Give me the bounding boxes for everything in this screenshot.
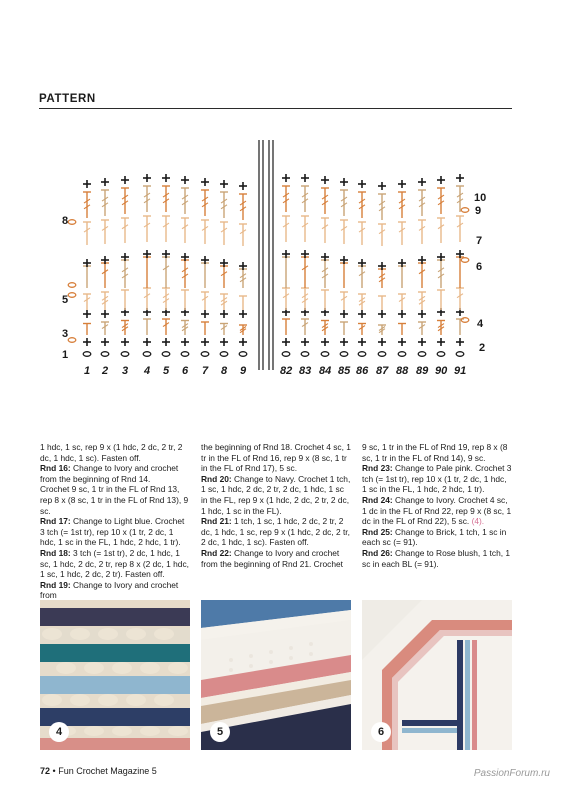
column-number: 84 xyxy=(319,365,332,377)
round-label: Rnd 20: xyxy=(201,473,232,484)
instruction-paragraph xyxy=(40,484,190,516)
column-number: 87 xyxy=(376,365,389,377)
chain-stitch xyxy=(461,318,469,323)
instruction-paragraph xyxy=(362,495,512,527)
round-text: Change to Ivory and crochet from the beginning of Rnd 21. Crochet xyxy=(201,547,343,569)
photo-6-badge: 6 xyxy=(371,722,391,742)
chain-stitch xyxy=(461,208,469,213)
row-number: 8 xyxy=(62,215,69,227)
chain-stitch xyxy=(301,352,309,357)
section-title: PATTERN xyxy=(39,93,96,105)
round-label: Rnd 21: xyxy=(201,516,232,527)
page-number: 72 xyxy=(40,766,51,776)
chain-stitch xyxy=(83,352,91,357)
column-number: 5 xyxy=(163,365,170,377)
chain-stitch xyxy=(181,352,189,357)
photo-5-badge: 5 xyxy=(210,722,230,742)
instruction-paragraph xyxy=(362,527,512,548)
column-number: 6 xyxy=(182,365,189,377)
round-text: 9 sc, 1 tr in the FL of Rnd 19, rep 8 x (8 sc, 1 tr in the FL of Rnd 14), 9 sc. xyxy=(362,442,508,463)
chain-stitch xyxy=(101,352,109,357)
round-label: Rnd 22: xyxy=(201,547,232,558)
column-number: 2 xyxy=(102,365,109,377)
column-number: 9 xyxy=(240,365,247,377)
chain-stitch xyxy=(456,352,464,357)
chain-stitch xyxy=(162,352,170,357)
instruction-paragraph xyxy=(362,548,512,569)
chain-stitch xyxy=(358,352,366,357)
photo-4 xyxy=(40,600,190,750)
magazine-title: Fun Crochet Magazine 5 xyxy=(58,766,157,776)
instruction-paragraph xyxy=(40,580,190,601)
chain-stitch xyxy=(398,352,406,357)
chain-stitch xyxy=(121,352,129,357)
round-label: Rnd 23: xyxy=(362,463,393,474)
round-label: Rnd 19: xyxy=(40,579,71,590)
chain-stitch xyxy=(418,352,426,357)
instruction-paragraph xyxy=(201,516,351,548)
round-label: Rnd 25: xyxy=(362,526,393,537)
instruction-paragraph xyxy=(40,442,190,463)
instruction-paragraph xyxy=(201,442,351,474)
round-text: 1 tch, 1 sc, 1 hdc, 2 dc, 2 tr, 2 dc, 1 hdc, 1 sc, rep 9 x (1 hdc, 2 dc, 2 tr, 2 dc, 1 hdc, 1 sc). Fasten off. xyxy=(201,516,350,548)
footer-bullet: • xyxy=(52,766,56,776)
round-label: Rnd 17: xyxy=(40,516,71,527)
instruction-paragraph xyxy=(362,442,512,463)
instruction-paragraph xyxy=(362,463,512,495)
row-number: 10 xyxy=(474,192,487,204)
column-number: 4 xyxy=(144,365,151,377)
chain-stitch xyxy=(340,352,348,357)
instruction-paragraph xyxy=(201,474,351,516)
round-text: Change to Brick, 1 tch, 1 sc in each sc (= 91). xyxy=(362,526,507,548)
column-number: 85 xyxy=(338,365,351,377)
column-number: 89 xyxy=(416,365,429,377)
instruction-paragraph xyxy=(40,463,190,484)
column-number: 7 xyxy=(202,365,209,377)
row-number: 1 xyxy=(62,349,69,361)
round-label: Rnd 26: xyxy=(362,547,393,558)
chain-stitch xyxy=(239,352,247,357)
chain-stitch xyxy=(461,258,469,263)
round-label: Rnd 18: xyxy=(40,547,71,558)
row-number: 6 xyxy=(476,261,483,273)
round-text: Change to Ivory and crochet from xyxy=(40,579,179,601)
instruction-paragraph xyxy=(201,548,351,569)
row-number: 5 xyxy=(62,294,69,306)
photo-4-badge: 4 xyxy=(49,722,69,742)
chain-stitch xyxy=(143,352,151,357)
photo-5 xyxy=(201,600,351,750)
round-label: Rnd 24: xyxy=(362,494,393,505)
photo-6 xyxy=(362,600,512,750)
column-number: 86 xyxy=(356,365,369,377)
row-number: 9 xyxy=(475,205,482,217)
chain-stitch xyxy=(220,352,228,357)
chain-stitch xyxy=(68,338,76,343)
chain-stitch xyxy=(68,220,76,225)
column-number: 8 xyxy=(221,365,228,377)
column-number: 91 xyxy=(454,365,467,377)
chain-stitch xyxy=(68,293,76,298)
column-number: 82 xyxy=(280,365,293,377)
text-column-2 xyxy=(201,442,351,569)
crochet-chart xyxy=(0,130,566,380)
instruction-paragraph xyxy=(40,516,190,548)
page-footer xyxy=(40,766,157,776)
column-number: 1 xyxy=(84,365,91,377)
section-rule xyxy=(39,108,512,109)
round-text: Change to Ivory and crochet from the beginning of Rnd 14. xyxy=(40,463,179,484)
round-text: 1 hdc, 1 sc, rep 9 x (1 hdc, 2 dc, 2 tr, 2 dc, 1 hdc, 1 sc). Fasten off. xyxy=(40,442,183,463)
chain-stitch xyxy=(201,352,209,357)
round-text: the beginning of Rnd 18. Crochet 4 sc, 1 tr in the FL of Rnd 16, rep 9 x (8 sc, 1 tr in the FL of Rnd 17), 5 sc. xyxy=(201,442,351,474)
chain-stitch xyxy=(437,352,445,357)
round-text: Change to Navy. Crochet 1 tch, 1 sc, 1 hdc, 2 dc, 2 tr, 2 dc, 1 hdc, 1 sc in the FL, rep 9 x (1 hdc, 2 dc, 2 tr, 2 dc, 1 hdc, 1 sc in the FL). xyxy=(201,473,351,516)
chain-stitch xyxy=(378,352,386,357)
row-number: 3 xyxy=(62,328,69,340)
round-label: Rnd 16: xyxy=(40,463,71,474)
instruction-paragraph xyxy=(40,548,190,580)
text-column-3 xyxy=(362,442,512,569)
column-number: 3 xyxy=(122,365,129,377)
round-text: Crochet 9 sc, 1 tr in the FL of Rnd 13, rep 8 x (8 sc, 1 tr in the FL of Rnd 13), 9 sc. xyxy=(40,484,189,516)
column-number: 83 xyxy=(299,365,312,377)
row-number: 2 xyxy=(479,342,486,354)
row-number: 4 xyxy=(477,318,484,330)
text-column-1 xyxy=(40,442,190,601)
column-number: 90 xyxy=(435,365,448,377)
column-number: 88 xyxy=(396,365,409,377)
row-number: 7 xyxy=(476,235,483,247)
chain-stitch xyxy=(282,352,290,357)
round-text: 3 tch (= 1st tr), 2 dc, 1 hdc, 1 sc, 1 hdc, 2 dc, 2 tr, rep 8 x (2 dc, 1 hdc, 1 sc, 1 hdc, 2 dc, 2 tr). Fasten off. xyxy=(40,547,189,580)
chain-stitch xyxy=(321,352,329,357)
chain-stitch xyxy=(68,283,76,288)
photo-reference: (4). xyxy=(471,516,485,527)
round-text: Change to Ivory. Crochet 4 sc, 1 dc in the FL of Rnd 22, rep 9 x (8 sc, 1 dc in the FL of Rnd 22), 5 sc. xyxy=(362,494,512,527)
round-text: Change to Pale pink. Crochet 3 tch (= 1st tr), rep 10 x (1 tr, 2 dc, 1 hdc, 1 sc in the FL, 1 hdc, 2 hdc, 1 tr). xyxy=(362,463,512,495)
round-text: Change to Rose blush, 1 tch, 1 sc in each BL (= 91). xyxy=(362,547,511,569)
round-text: Change to Light blue. Crochet 3 tch (= 1st tr), rep 10 x (1 tr, 2 dc, 1 hdc, 1 sc in the FL, 1 hdc, 2 hdc, 1 tr). xyxy=(40,516,185,548)
watermark: PassionForum.ru xyxy=(473,768,550,779)
